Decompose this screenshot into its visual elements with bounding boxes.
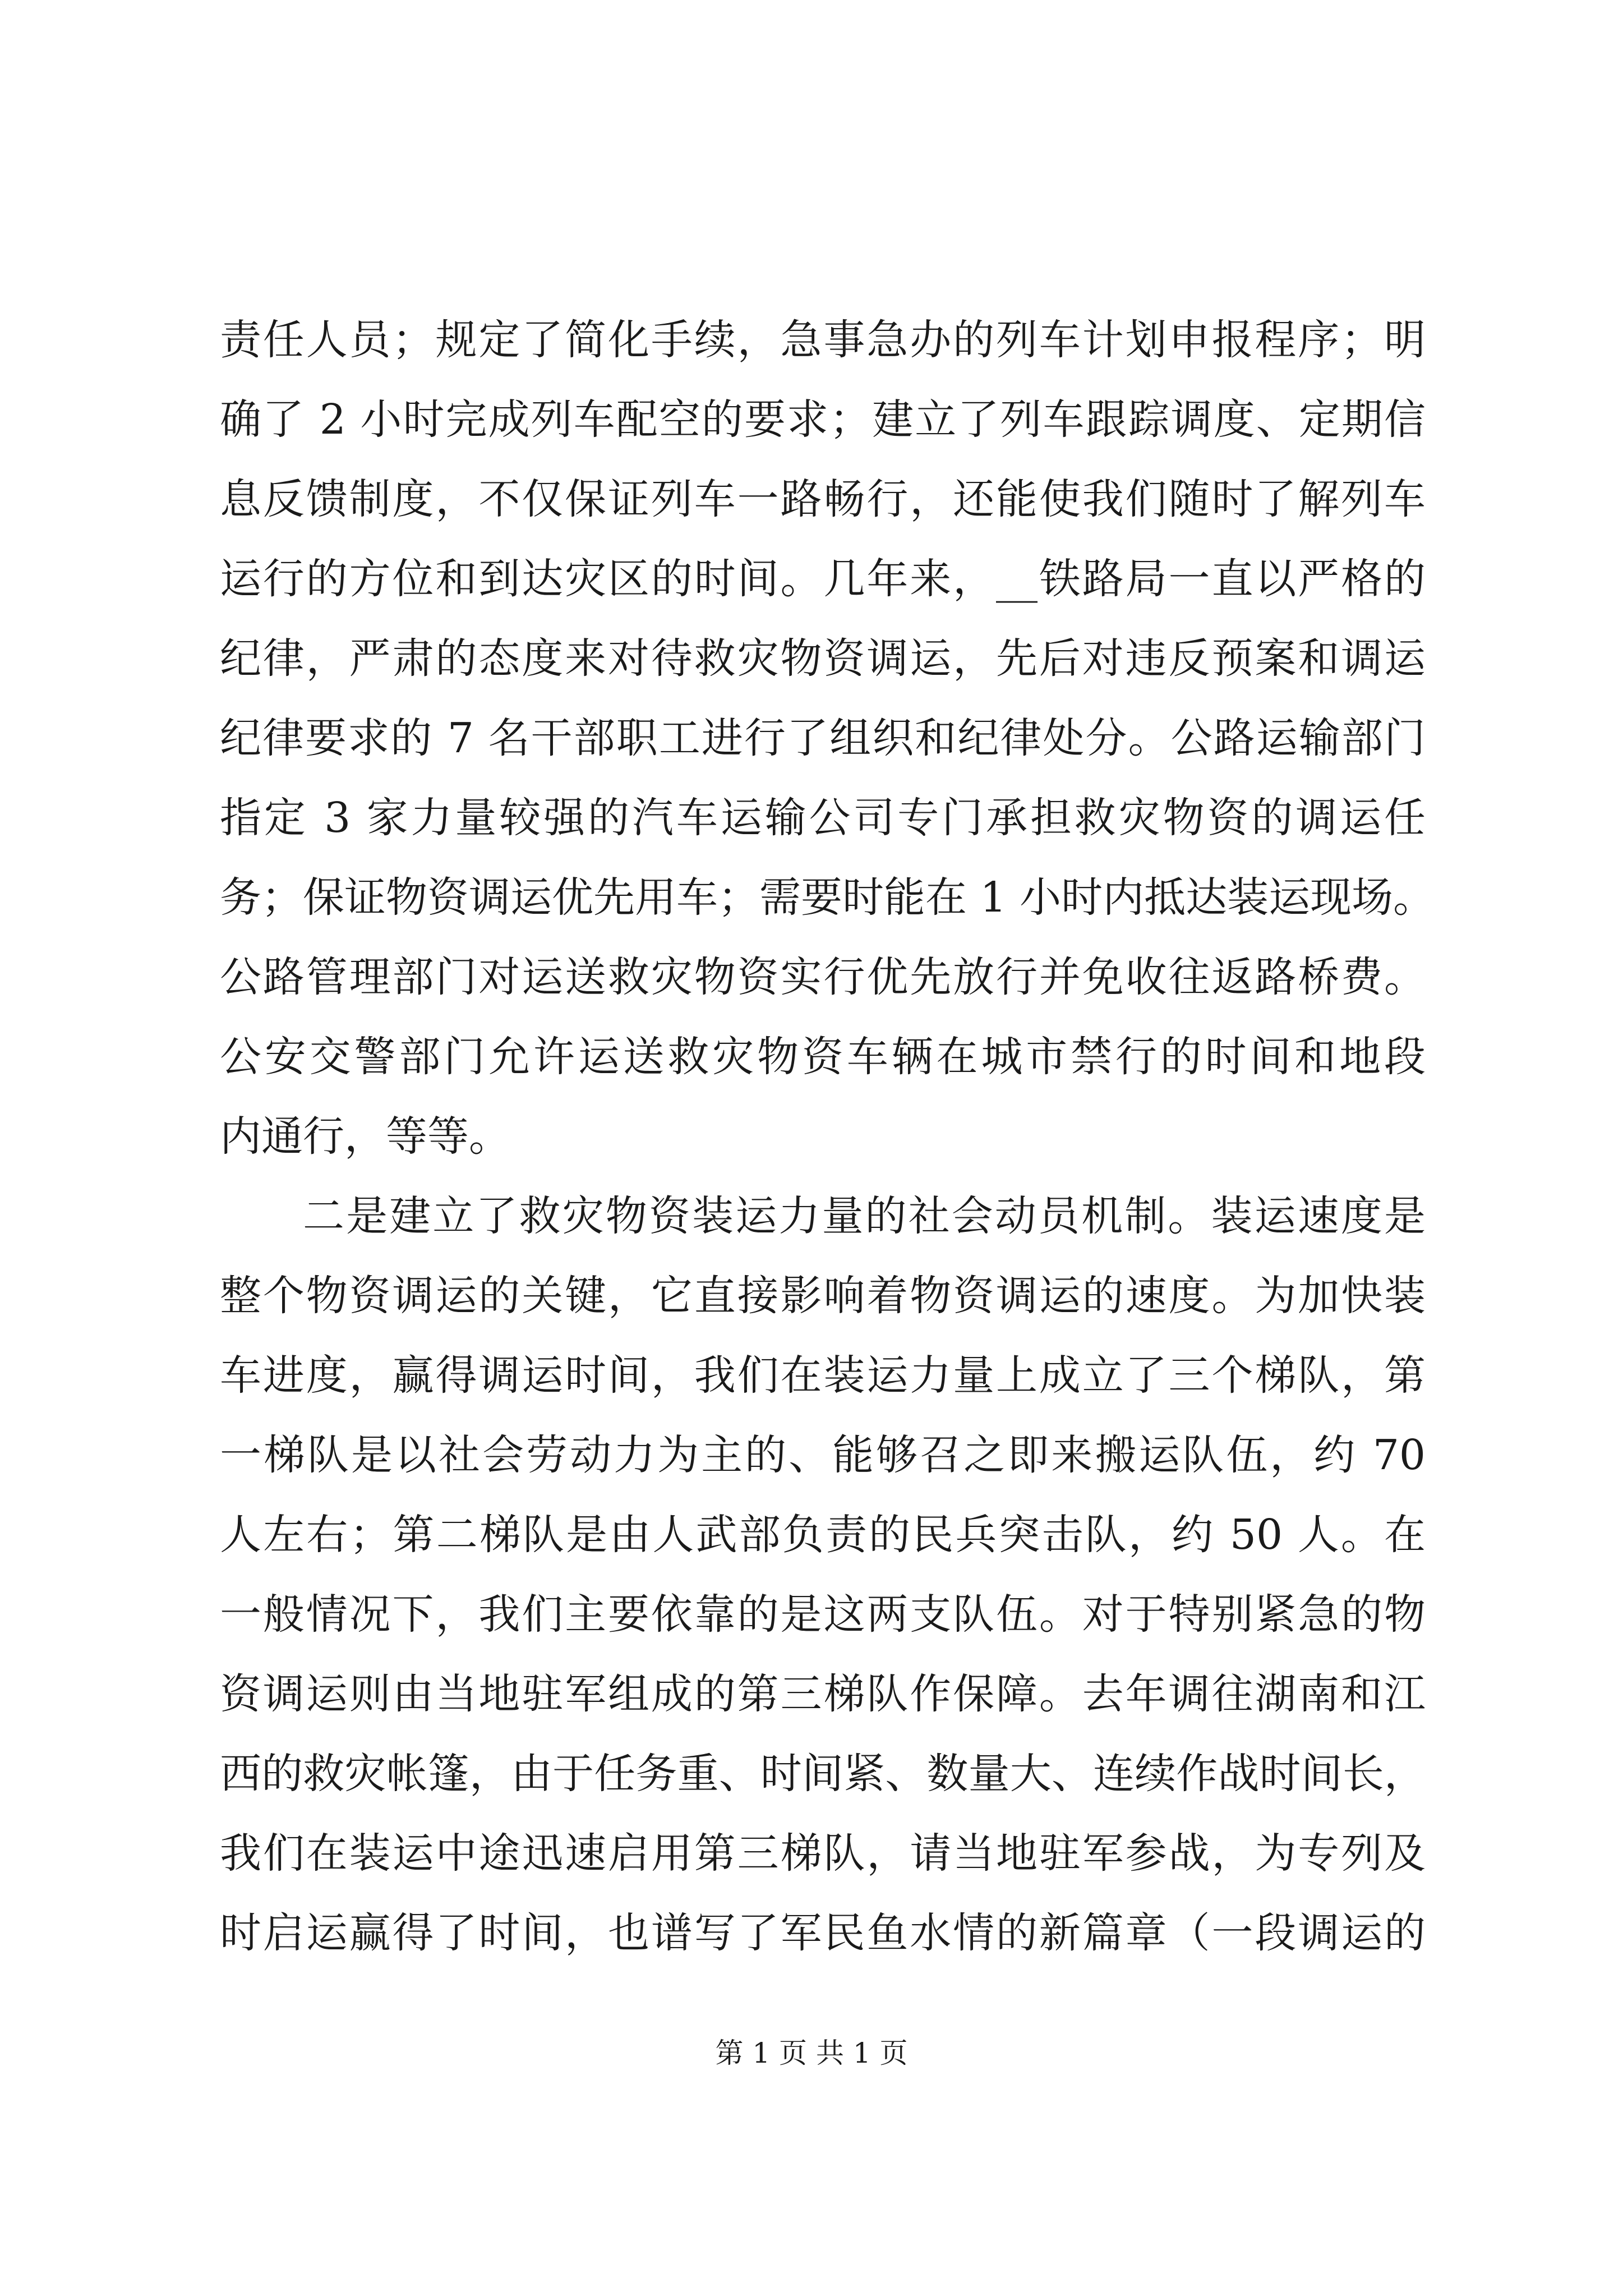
text-line: 内通行，等等。 bbox=[220, 1112, 510, 1161]
text-line: 务；保证物资调运优先用车；需要时能在 1 小时内抵达装运现场。 bbox=[220, 873, 1435, 922]
text-line: 我们在装运中途迅速启用第三梯队，请当地驻军参战，为专列及 bbox=[220, 1829, 1426, 1878]
text-line: 指定 3 家力量较强的汽车运输公司专门承担救灾物资的调运任 bbox=[220, 794, 1426, 842]
text-line: 公路管理部门对运送救灾物资实行优先放行并免收往返路桥费。 bbox=[220, 953, 1426, 1001]
page-footer: 第 1 页 共 1 页 bbox=[715, 2037, 908, 2069]
text-line: 整个物资调运的关键，它直接影响着物资调运的速度。为加快装 bbox=[220, 1272, 1426, 1320]
text-line: 二是建立了救灾物资装运力量的社会动员机制。装运速度是 bbox=[303, 1192, 1426, 1240]
text-line: 公安交警部门允许运送救灾物资车辆在城市禁行的时间和地段 bbox=[220, 1033, 1426, 1081]
text-line: 一梯队是以社会劳动力为主的、能够召之即来搬运队伍，约 70 bbox=[220, 1431, 1426, 1479]
text-line: 时启运赢得了时间，也谱写了军民鱼水情的新篇章（一段调运的 bbox=[220, 1909, 1426, 1957]
text-line: 确了 2 小时完成列车配空的要求；建立了列车跟踪调度、定期信 bbox=[220, 395, 1426, 444]
text-line: 责任人员；规定了简化手续，急事急办的列车计划申报程序；明 bbox=[220, 316, 1426, 364]
document-body bbox=[220, 300, 1435, 1973]
text-line: 资调运则由当地驻军组成的第三梯队作保障。去年调往湖南和江 bbox=[220, 1670, 1426, 1718]
text-line: 纪律要求的 7 名干部职工进行了组织和纪律处分。公路运输部门 bbox=[220, 714, 1426, 762]
paragraph-1 bbox=[220, 300, 1435, 1176]
text-line: 纪律，严肃的态度来对待救灾物资调运，先后对违反预案和调运 bbox=[220, 634, 1426, 683]
text-line: 人左右；第二梯队是由人武部负责的民兵突击队，约 50 人。在 bbox=[220, 1511, 1426, 1559]
text-line: 一般情况下，我们主要依靠的是这两支队伍。对于特别紧急的物 bbox=[220, 1590, 1426, 1639]
text-line: 车进度，赢得调运时间，我们在装运力量上成立了三个梯队，第 bbox=[220, 1351, 1426, 1400]
text-line: 西的救灾帐篷，由于任务重、时间紧、数量大、连续作战时间长， bbox=[220, 1750, 1426, 1798]
text-line: 息反馈制度，不仅保证列车一路畅行，还能使我们随时了解列车 bbox=[220, 475, 1426, 523]
paragraph-2 bbox=[220, 1176, 1426, 1973]
text-line: 运行的方位和到达灾区的时间。几年来，__铁路局一直以严格的 bbox=[220, 555, 1426, 603]
